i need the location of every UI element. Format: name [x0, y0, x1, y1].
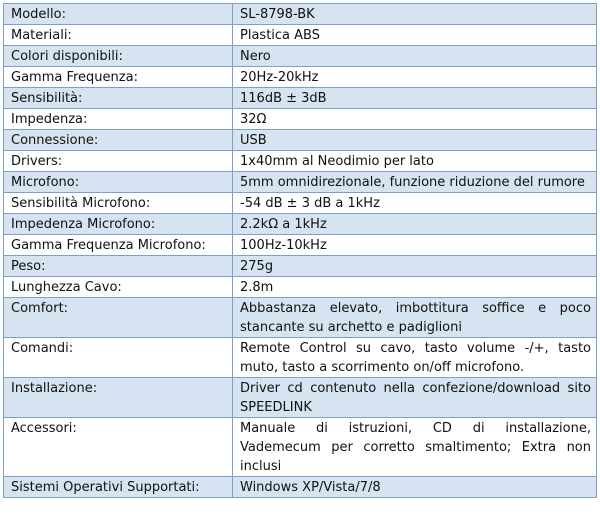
spec-value: Plastica ABS — [233, 25, 597, 46]
spec-value: 100Hz-10kHz — [233, 235, 597, 256]
table-row — [4, 418, 597, 477]
table-row — [4, 109, 597, 130]
table-row — [4, 277, 597, 298]
table-row — [4, 25, 597, 46]
table-row — [4, 130, 597, 151]
spec-label: Impedenza: — [4, 109, 233, 130]
spec-label: Sensibilità: — [4, 88, 233, 109]
table-row — [4, 67, 597, 88]
table-row — [4, 151, 597, 172]
spec-value: 5mm omnidirezionale, funzione riduzione del rumore — [233, 172, 597, 193]
spec-label: Comandi: — [4, 338, 233, 378]
spec-label: Gamma Frequenza Microfono: — [4, 235, 233, 256]
spec-value: Manuale di istruzioni, CD di installazione, Vademecum per corretto smaltimento; Extra non inclusi — [233, 418, 597, 477]
table-row — [4, 214, 597, 235]
spec-value: SL-8798-BK — [233, 4, 597, 25]
spec-value: 2.8m — [233, 277, 597, 298]
spec-label: Connessione: — [4, 130, 233, 151]
spec-label: Gamma Frequenza: — [4, 67, 233, 88]
spec-label: Sensibilità Microfono: — [4, 193, 233, 214]
spec-label: Impedenza Microfono: — [4, 214, 233, 235]
spec-value: Windows XP/Vista/7/8 — [233, 477, 597, 498]
table-row — [4, 378, 597, 418]
spec-value: Driver cd contenuto nella confezione/download sito SPEEDLINK — [233, 378, 597, 418]
table-row — [4, 46, 597, 67]
spec-value: 32Ω — [233, 109, 597, 130]
spec-value: 2.2kΩ a 1kHz — [233, 214, 597, 235]
table-row — [4, 338, 597, 378]
table-row — [4, 4, 597, 25]
spec-label: Accessori: — [4, 418, 233, 477]
table-row — [4, 172, 597, 193]
spec-label: Materiali: — [4, 25, 233, 46]
spec-label: Microfono: — [4, 172, 233, 193]
spec-value: Remote Control su cavo, tasto volume -/+, tasto muto, tasto a scorrimento on/off microfono. — [233, 338, 597, 378]
spec-label: Sistemi Operativi Supportati: — [4, 477, 233, 498]
spec-value: 275g — [233, 256, 597, 277]
spec-value: -54 dB ± 3 dB a 1kHz — [233, 193, 597, 214]
spec-value: Nero — [233, 46, 597, 67]
table-row — [4, 477, 597, 498]
table-row — [4, 235, 597, 256]
spec-label: Comfort: — [4, 298, 233, 338]
spec-table — [3, 3, 597, 498]
spec-label: Drivers: — [4, 151, 233, 172]
table-row — [4, 193, 597, 214]
spec-value: USB — [233, 130, 597, 151]
table-row — [4, 298, 597, 338]
spec-value: Abbastanza elevato, imbottitura soffice e poco stancante su archetto e padiglioni — [233, 298, 597, 338]
spec-label: Peso: — [4, 256, 233, 277]
spec-label: Colori disponibili: — [4, 46, 233, 67]
spec-value: 116dB ± 3dB — [233, 88, 597, 109]
spec-value: 20Hz-20kHz — [233, 67, 597, 88]
table-row — [4, 88, 597, 109]
spec-label: Modello: — [4, 4, 233, 25]
spec-value: 1x40mm al Neodimio per lato — [233, 151, 597, 172]
spec-label: Installazione: — [4, 378, 233, 418]
spec-label: Lunghezza Cavo: — [4, 277, 233, 298]
table-row — [4, 256, 597, 277]
